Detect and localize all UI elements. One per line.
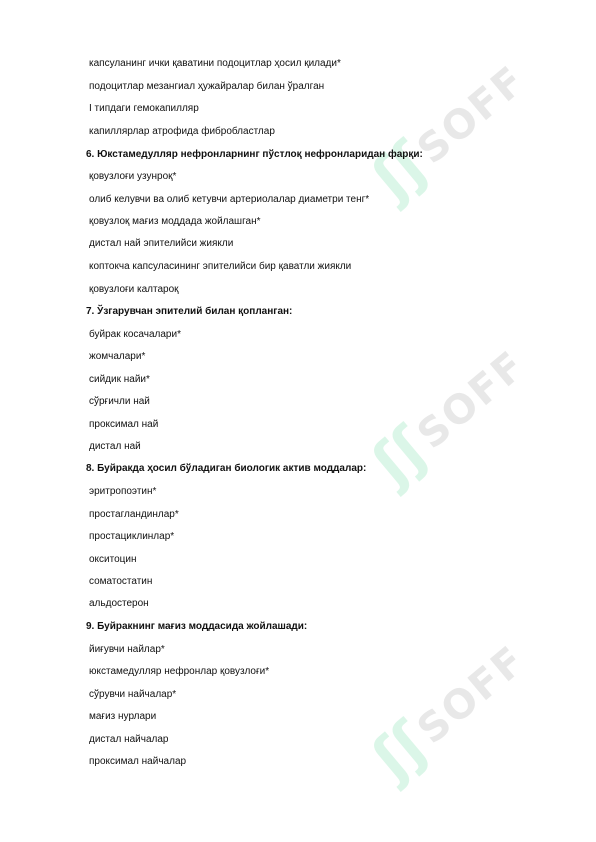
watermark-text: SOFF (408, 57, 535, 174)
answer-option: мағиз нурлари (89, 711, 157, 722)
answer-option: капсуланинг ички қаватини подоцитлар ҳосил қилади* (89, 58, 341, 69)
question-heading: 9. Буйракнинг мағиз моддасида жойлашади: (86, 621, 308, 632)
watermark-logo (350, 600, 580, 820)
watermark-text: SOFF (408, 637, 535, 754)
answer-option: эритропоэтин* (89, 486, 157, 497)
watermark-symbol: ʃʃ (359, 128, 441, 212)
answer-option: қовузлоқ мағиз моддада жойлашган* (89, 216, 261, 227)
answer-option: йиғувчи найлар* (89, 644, 165, 655)
answer-option: альдостерон (89, 598, 149, 609)
answer-option: подоцитлар мезангиал ҳужайралар билан ўралган (89, 81, 325, 92)
answer-option: коптокча капсуласининг эпителийси бир қаватли жиякли (89, 261, 352, 272)
answer-option: окситоцин (89, 554, 137, 565)
watermark-logo (350, 20, 580, 240)
watermark-text: SOFF (408, 342, 535, 459)
watermark-symbol: ʃʃ (359, 708, 441, 792)
watermark-symbol: ʃʃ (359, 413, 441, 497)
answer-option: I типдаги гемокапилляр (89, 103, 199, 114)
answer-option: буйрак косачалари* (89, 329, 181, 340)
answer-option: дистал найчалар (89, 734, 169, 745)
question-heading: 8. Буйракда ҳосил бўладиган биологик актив моддалар: (86, 463, 367, 474)
answer-option: сўрғичли най (89, 396, 150, 407)
answer-option: олиб келувчи ва олиб кетувчи артериолалар диаметри тенг* (89, 194, 370, 205)
answer-option: сўрувчи найчалар* (89, 689, 177, 700)
answer-option: простагландинлар* (89, 509, 179, 520)
question-heading: 7. Ўзгарувчан эпителий билан қопланган: (86, 306, 293, 317)
answer-option: проксимал най (89, 419, 159, 430)
answer-option: соматостатин (89, 576, 153, 587)
answer-option: проксимал найчалар (89, 756, 187, 767)
answer-option: дистал най эпителийси жиякли (89, 238, 234, 249)
answer-option: дистал най (89, 441, 141, 452)
answer-option: қовузлоғи узунроқ* (89, 171, 177, 182)
answer-option: юкстамедулляр нефронлар қовузлоғи* (89, 666, 270, 677)
watermark-logo (350, 305, 580, 525)
answer-option: сийдик найи* (89, 374, 150, 385)
question-heading: 6. Юкстамедулляр нефронларнинг пўстлоқ нефронларидан фарқи: (86, 149, 423, 160)
answer-option: капиллярлар атрофида фибробластлар (89, 126, 275, 137)
answer-option: жомчалари* (89, 351, 146, 362)
answer-option: қовузлоғи калтароқ (89, 284, 179, 295)
answer-option: простациклинлар* (89, 531, 175, 542)
